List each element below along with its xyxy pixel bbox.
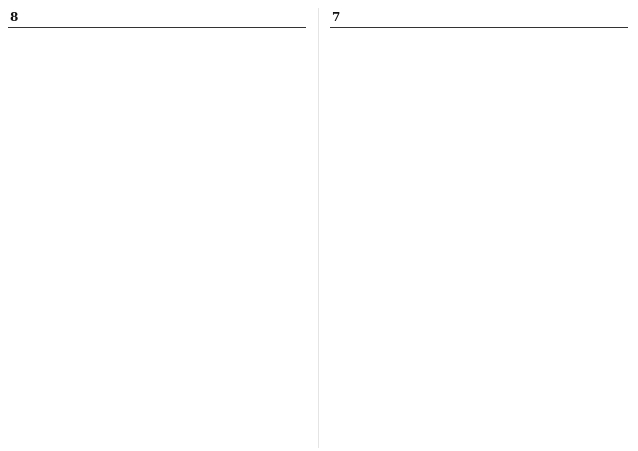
right-page-number: 7	[332, 10, 341, 24]
left-page-header	[8, 10, 306, 28]
left-page-number: 8	[10, 10, 19, 24]
right-page	[330, 10, 628, 446]
right-page-header	[330, 10, 628, 28]
page-gutter	[318, 8, 319, 448]
left-page	[8, 10, 306, 446]
right-page-body	[330, 33, 628, 38]
